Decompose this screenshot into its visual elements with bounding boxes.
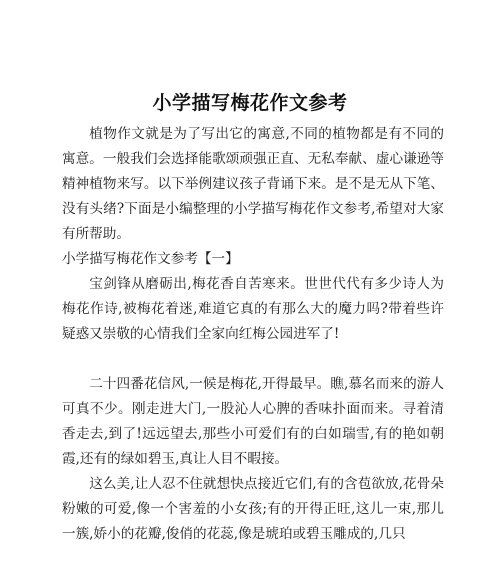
- document-body: [62, 122, 444, 547]
- document-title: 小学描写梅花作文参考: [152, 92, 348, 114]
- paragraph-spacer: [62, 347, 444, 372]
- body-paragraph: 宝剑锋从磨砺出,梅花香自苦寒来。世世代代有多少诗人为梅花作诗,被梅花着迷,难道它真的有那么大的魔力吗?带着些许疑惑又崇敬的心情我们全家向红梅公园进军了!: [62, 276, 444, 342]
- section-heading: 小学描写梅花作文参考【一】: [62, 251, 239, 267]
- body-paragraph: 二十四番花信风,一候是梅花,开得最早。瞧,慕名而来的游人可真不少。刚走进大门,一股沁人心脾的香味扑面而来。寻着清香走去,到了!远远望去,那些小可爱们有的白如瑞雪,有的艳如朝霞,还有的绿如碧玉,真让人目不暇接。: [62, 376, 444, 467]
- body-paragraph: 这么美,让人忍不住就想快点接近它们,有的含苞欲放,花骨朵粉嫩的可爱,像一个害羞的小女孩;有的开得正旺,这儿一束,那儿一簇,娇小的花瓣,俊俏的花蕊,像是琥珀或碧玉雕成的,几只: [62, 476, 444, 542]
- intro-paragraph: 植物作文就是为了写出它的寓意,不同的植物都是有不同的寓意。一般我们会选择能歌颂顽强正直、无私奉献、虚心谦逊等精神植物来写。以下举例建议孩子背诵下来。是不是无从下笔、没有头绪?下面是小编整理的小学描写梅花作文参考,希望对大家有所帮助。: [62, 126, 444, 242]
